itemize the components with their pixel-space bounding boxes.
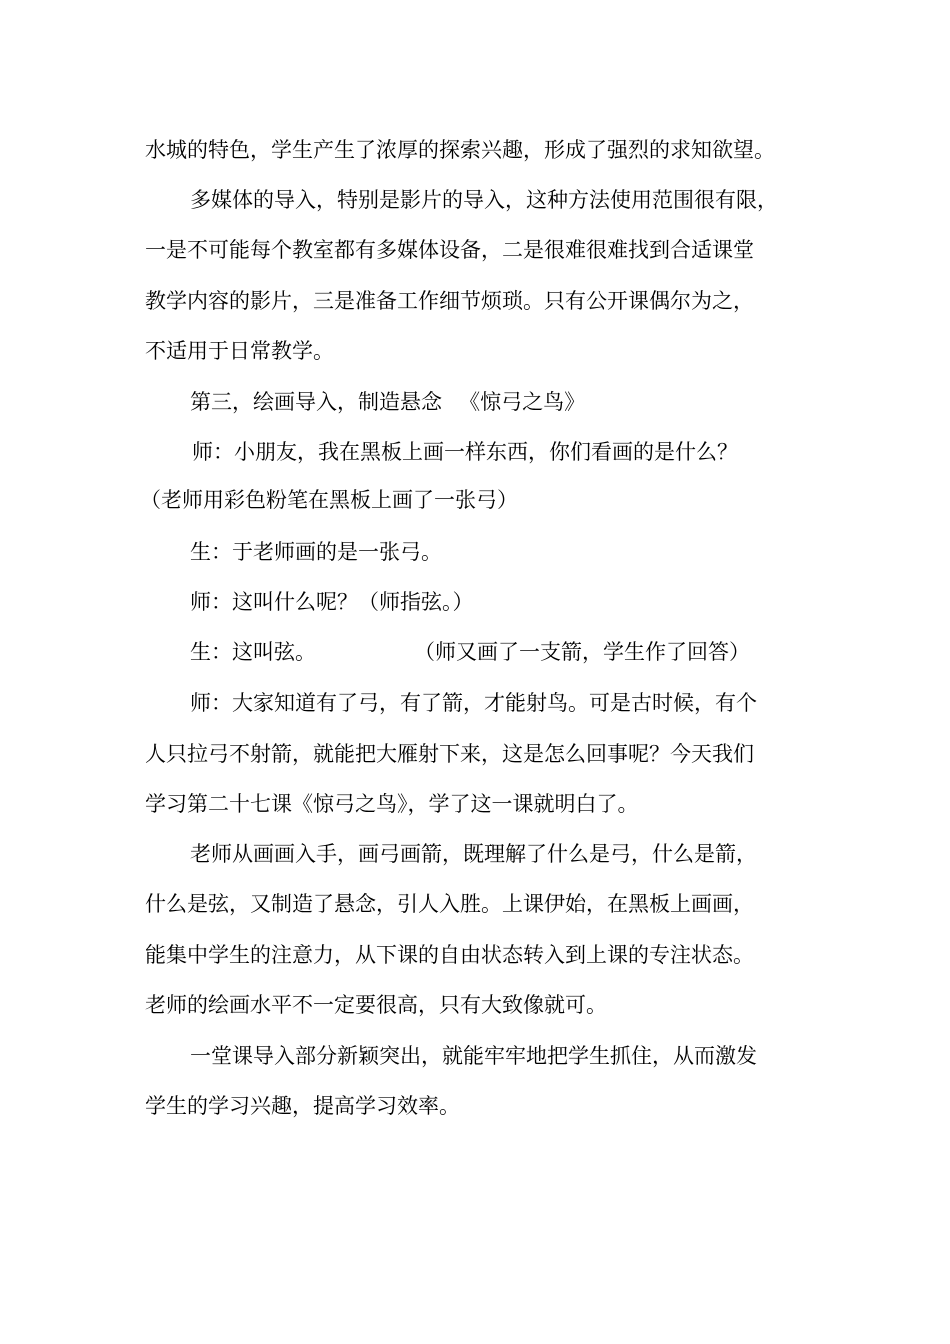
dialogue-line: 师：大家知道有了弓，有了箭，才能射鸟。可是古时候，有个 [190,691,757,715]
stage-note: （师又画了一支箭，学生作了回答） [414,640,750,664]
section-heading: 第三，绘画导入，制造悬念 《惊弓之鸟》 [190,390,586,414]
text-line: 什么是弦，又制造了悬念，引人入胜。上课伊始，在黑板上画画， [145,892,754,916]
text-line: 老师的绘画水平不一定要很高，只有大致像就可。 [145,993,607,1017]
paragraph-line: 一堂课导入部分新颖突出，就能牢牢地把学生抓住，从而激发 [190,1044,757,1068]
dialogue-line: 师：这叫什么呢？（师指弦。） [190,590,474,614]
text-line: 水城的特色，学生产生了浓厚的探索兴趣，形成了强烈的求知欲望。 [145,138,775,162]
dialogue-line: 生：这叫弦。 [190,640,316,664]
text-line: 能集中学生的注意力，从下课的自由状态转入到上课的专注状态。 [145,943,754,967]
text-line: 一是不可能每个教室都有多媒体设备，二是很难很难找到合适课堂 [145,238,754,262]
dialogue-line: 生：于老师画的是一张弓。 [190,540,442,564]
text-line: 教学内容的影片，三是准备工作细节烦琐。只有公开课偶尔为之， [145,289,754,313]
dialogue-line: 师：小朋友，我在黑板上画一样东西，你们看画的是什么？ [192,440,738,464]
paragraph-line: 老师从画画入手，画弓画箭，既理解了什么是弓，什么是箭， [190,842,757,866]
text-line: 不适用于日常教学。 [145,339,334,363]
text-line: 学生的学习兴趣，提高学习效率。 [145,1094,460,1118]
text-line: 人只拉弓不射箭，就能把大雁射下来，这是怎么回事呢？今天我们 [145,742,754,766]
stage-note: （老师用彩色粉笔在黑板上画了一张弓） [140,488,518,512]
paragraph-line: 多媒体的导入，特别是影片的导入，这种方法使用范围很有限， [190,188,778,212]
text-line: 学习第二十七课《惊弓之鸟》，学了这一课就明白了。 [145,792,639,816]
